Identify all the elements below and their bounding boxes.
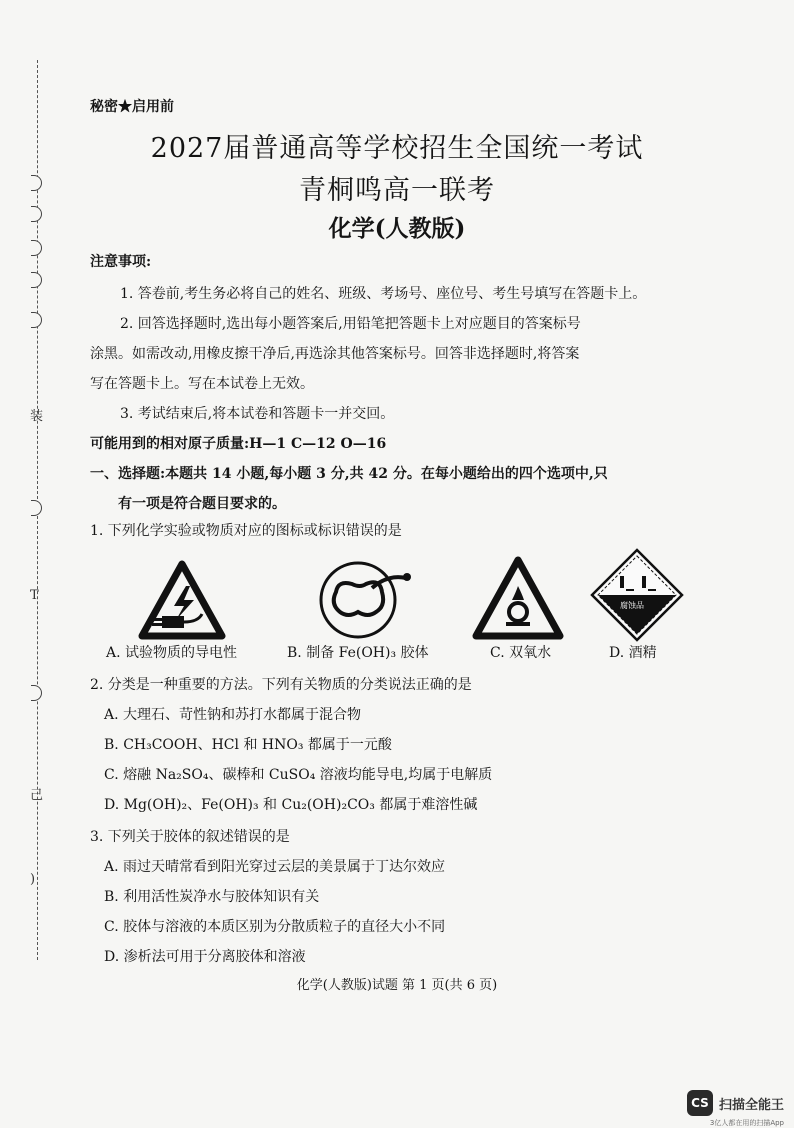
- question-1-option-c: C. 双氧水: [490, 645, 552, 661]
- question-1-option-a: A. 试验物质的导电性: [106, 645, 238, 661]
- corrosive-diamond-icon: [590, 548, 684, 642]
- scanner-name: 扫描全能王: [718, 1097, 784, 1113]
- question-3-stem: 3. 下列关于胶体的叙述错误的是: [90, 829, 290, 845]
- question-2-option-c: C. 熔融 Na₂SO₄、碳棒和 CuSO₄ 溶液均能导电,均属于电解质: [104, 767, 493, 783]
- section-heading-cont: 有一项是符合题目要求的。: [118, 496, 286, 512]
- question-3-option-a: A. 雨过天晴常看到阳光穿过云层的美景属于丁达尔效应: [104, 859, 446, 875]
- margin-mark: ): [30, 872, 36, 887]
- question-3-option-c: C. 胶体与溶液的本质区别为分散质粒子的直径大小不同: [104, 919, 446, 935]
- corrosive-sign-text: 腐蚀品: [620, 601, 644, 610]
- question-2-option-d: D. Mg(OH)₂、Fe(OH)₃ 和 Cu₂(OH)₂CO₃ 都属于难溶性碱: [104, 797, 478, 813]
- notes-item-2-cont: 涂黑。如需改动,用橡皮擦干净后,再选涂其他答案标号。回答非选择题时,将答案: [90, 346, 580, 362]
- notes-item-1: 1. 答卷前,考生务必将自己的姓名、班级、考场号、座位号、考生号填写在答题卡上。: [120, 286, 647, 302]
- beaker-stir-icon: [316, 558, 414, 640]
- binding-notch: [31, 500, 42, 516]
- question-1-option-b: B. 制备 Fe(OH)₃ 胶体: [287, 645, 429, 661]
- subject-title: 化学(人教版): [328, 215, 466, 242]
- notes-item-3: 3. 考试结束后,将本试卷和答题卡一并交回。: [120, 406, 395, 422]
- margin-mark: 装: [30, 409, 44, 424]
- oxidizer-flame-icon: [472, 556, 564, 640]
- notes-item-2-cont: 写在答题卡上。写在本试卷上无效。: [90, 376, 314, 392]
- page-footer: 化学(人教版)试题 第 1 页(共 6 页): [296, 978, 498, 993]
- notes-item-2: 2. 回答选择题时,选出每小题答案后,用铅笔把答题卡上对应题目的答案标号: [120, 316, 581, 332]
- section-heading: 一、选择题:本题共 14 小题,每小题 3 分,共 42 分。在每小题给出的四个选项中,只: [90, 466, 608, 482]
- atomic-mass-line: 可能用到的相对原子质量:H—1 C—12 O—16: [90, 436, 387, 452]
- exam-title: 2027届普通高等学校招生全国统一考试: [150, 133, 644, 164]
- scanner-logo-icon: CS: [687, 1090, 713, 1116]
- question-1-option-d: D. 酒精: [609, 645, 657, 661]
- question-1-stem: 1. 下列化学实验或物质对应的图标或标识错误的是: [90, 523, 402, 539]
- exam-subtitle: 青桐鸣高一联考: [299, 175, 495, 206]
- confidential-label: 秘密★启用前: [90, 99, 174, 115]
- electric-plug-icon: [138, 560, 226, 640]
- binding-notch: [31, 312, 42, 328]
- margin-mark: 己: [30, 788, 44, 803]
- binding-notch: [31, 685, 42, 701]
- question-2-option-a: A. 大理石、苛性钠和苏打水都属于混合物: [104, 707, 362, 723]
- question-3-option-b: B. 利用活性炭净水与胶体知识有关: [104, 889, 320, 905]
- question-2-option-b: B. CH₃COOH、HCl 和 HNO₃ 都属于一元酸: [104, 737, 392, 753]
- margin-mark: T: [30, 588, 39, 603]
- scanner-watermark: [687, 1090, 784, 1127]
- question-2-stem: 2. 分类是一种重要的方法。下列有关物质的分类说法正确的是: [90, 677, 472, 693]
- scanner-tagline: 3亿人都在用的扫描App: [709, 1119, 784, 1127]
- question-3-option-d: D. 渗析法可用于分离胶体和溶液: [104, 949, 306, 965]
- notes-heading: 注意事项:: [90, 254, 152, 270]
- binding-notch: [31, 272, 42, 288]
